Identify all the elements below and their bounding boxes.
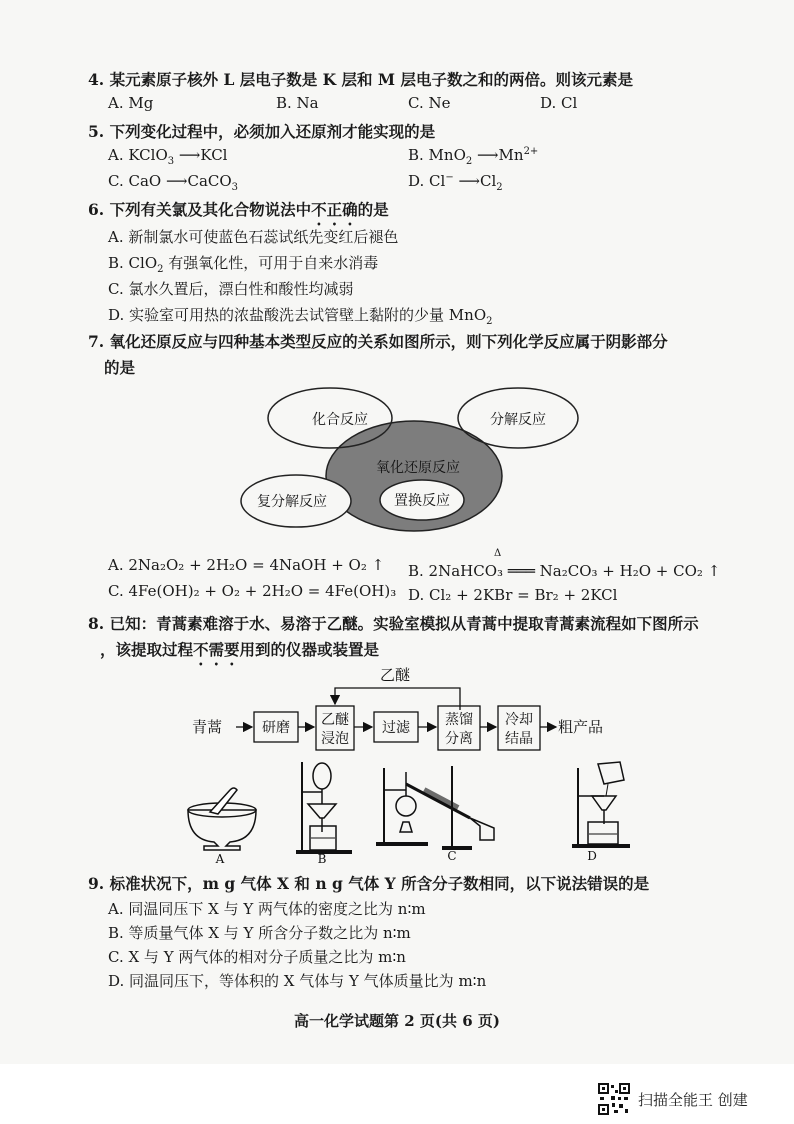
q9-option-d: D. 同温同压下，等体积的 X 气体与 Y 气体质量比为 m∶n <box>108 972 487 990</box>
q5-option-b: B. MnO$_2$ $⟶Mn^{2+}$ <box>408 146 539 167</box>
qr-code-icon <box>598 1083 630 1115</box>
q7-stem-line2: 的是 <box>104 358 136 377</box>
mortar-pestle-icon <box>188 788 256 850</box>
apparatus-label-d: D <box>587 849 597 863</box>
q4-stem: 4. 某元素原子核外 L 层电子数是 K 层和 M 层电子数之和的两倍。则该元素是 <box>88 70 633 89</box>
svg-text:冷却: 冷却 <box>505 712 533 728</box>
page-footer: 高一化学试题第 2 页(共 6 页) <box>294 1012 500 1030</box>
q7-option-b: B. 2NaHCO₃ ═══ Na₂CO₃ + H₂O + CO₂ ↑ <box>408 562 721 580</box>
svg-text:蒸馏: 蒸馏 <box>445 712 473 728</box>
q8-stem-line1: 8. 已知：青蒿素难溶于水、易溶于乙醚。实验室模拟从青蒿中提取青蒿素流程如下图所示 <box>88 614 699 633</box>
q4-option-c: C. Ne <box>408 94 451 112</box>
q9-option-b: B. 等质量气体 X 与 Y 所含分子数之比为 n∶m <box>108 924 411 942</box>
flow-step-grind-label: 研磨 <box>262 720 290 736</box>
q9-stem: 9. 标准状况下，m g 气体 X 和 n g 气体 Y 所含分子数相同，以下说法错误的是 <box>88 874 650 893</box>
q4-option-a: A. Mg <box>108 94 154 112</box>
svg-text:浸泡: 浸泡 <box>321 731 349 747</box>
q9-option-c: C. X 与 Y 两气体的相对分子质量之比为 m∶n <box>108 948 406 966</box>
label-combination: 化合反应 <box>312 412 368 428</box>
q6-option-d: D. 实验室可用热的浓盐酸洗去试管壁上黏附的少量 MnO$_2$ <box>108 306 493 327</box>
label-displacement: 置换反应 <box>394 493 450 509</box>
q6-option-b: B. ClO$_2$ 有强氧化性，可用于自来水消毒 <box>108 254 379 275</box>
svg-text:结晶: 结晶 <box>505 731 533 747</box>
q6-option-a: A. 新制氯水可使蓝色石蕊试纸先变红后褪色 <box>108 228 399 246</box>
q4-option-d: D. Cl <box>540 94 578 112</box>
q6-stem: 6. 下列有关氯及其化合物说法中不正确的是 <box>88 200 389 219</box>
apparatus-label-c: C <box>447 849 457 863</box>
flow-end: 粗产品 <box>558 718 604 736</box>
svg-text:乙醚: 乙醚 <box>321 712 349 728</box>
q5-stem: 5. 下列变化过程中，必须加入还原剂才能实现的是 <box>88 122 436 141</box>
q5-option-d: D. Cl− $⟶Cl_2$ <box>408 172 503 193</box>
q7-option-d: D. Cl₂ + 2KBr = Br₂ + 2KCl <box>408 586 618 604</box>
apparatus-label-a: A <box>215 852 225 864</box>
svg-text:分离: 分离 <box>445 731 473 747</box>
separatory-funnel-icon <box>296 762 352 854</box>
filtration-apparatus-icon <box>572 762 630 848</box>
q5-option-a: A. KClO$_3$ ⟶KCl <box>108 146 228 167</box>
reaction-type-diagram <box>230 384 590 534</box>
q4-option-b: B. Na <box>276 94 319 112</box>
extraction-flowchart <box>190 660 640 760</box>
q7-option-b-delta: Δ <box>494 548 502 559</box>
q6-option-c: C. 氯水久置后，漂白性和酸性均减弱 <box>108 280 354 298</box>
distillation-apparatus-icon <box>376 766 494 850</box>
q5-option-c: C. CaO ⟶CaCO$_3$ <box>108 172 239 193</box>
scanner-watermark <box>598 1082 748 1116</box>
q7-option-a: A. 2Na₂O₂ + 2H₂O = 4NaOH + O₂ ↑ <box>108 556 385 574</box>
flow-start: 青蒿 <box>192 718 223 736</box>
label-redox: 氧化还原反应 <box>376 460 460 476</box>
q7-option-c: C. 4Fe(OH)₂ + O₂ + 2H₂O = 4Fe(OH)₃ <box>108 582 397 600</box>
q8-stem-line2: ，该提取过程不需要用到的仪器或装置是 <box>100 640 380 659</box>
q9-option-a: A. 同温同压下 X 与 Y 两气体的密度之比为 n∶m <box>108 900 426 918</box>
label-double-decomposition: 复分解反应 <box>257 494 327 510</box>
flow-top-ether: 乙醚 <box>379 666 411 684</box>
q7-stem-line1: 7. 氧化还原反应与四种基本类型反应的关系如图所示，则下列化学反应属于阴影部分 <box>88 332 668 351</box>
apparatus-figures <box>180 760 640 864</box>
apparatus-label-b: B <box>317 852 327 864</box>
flow-step-filter-label: 过滤 <box>382 720 410 736</box>
label-decomposition: 分解反应 <box>490 412 546 428</box>
scanner-label: 扫描全能王 创建 <box>638 1090 748 1109</box>
